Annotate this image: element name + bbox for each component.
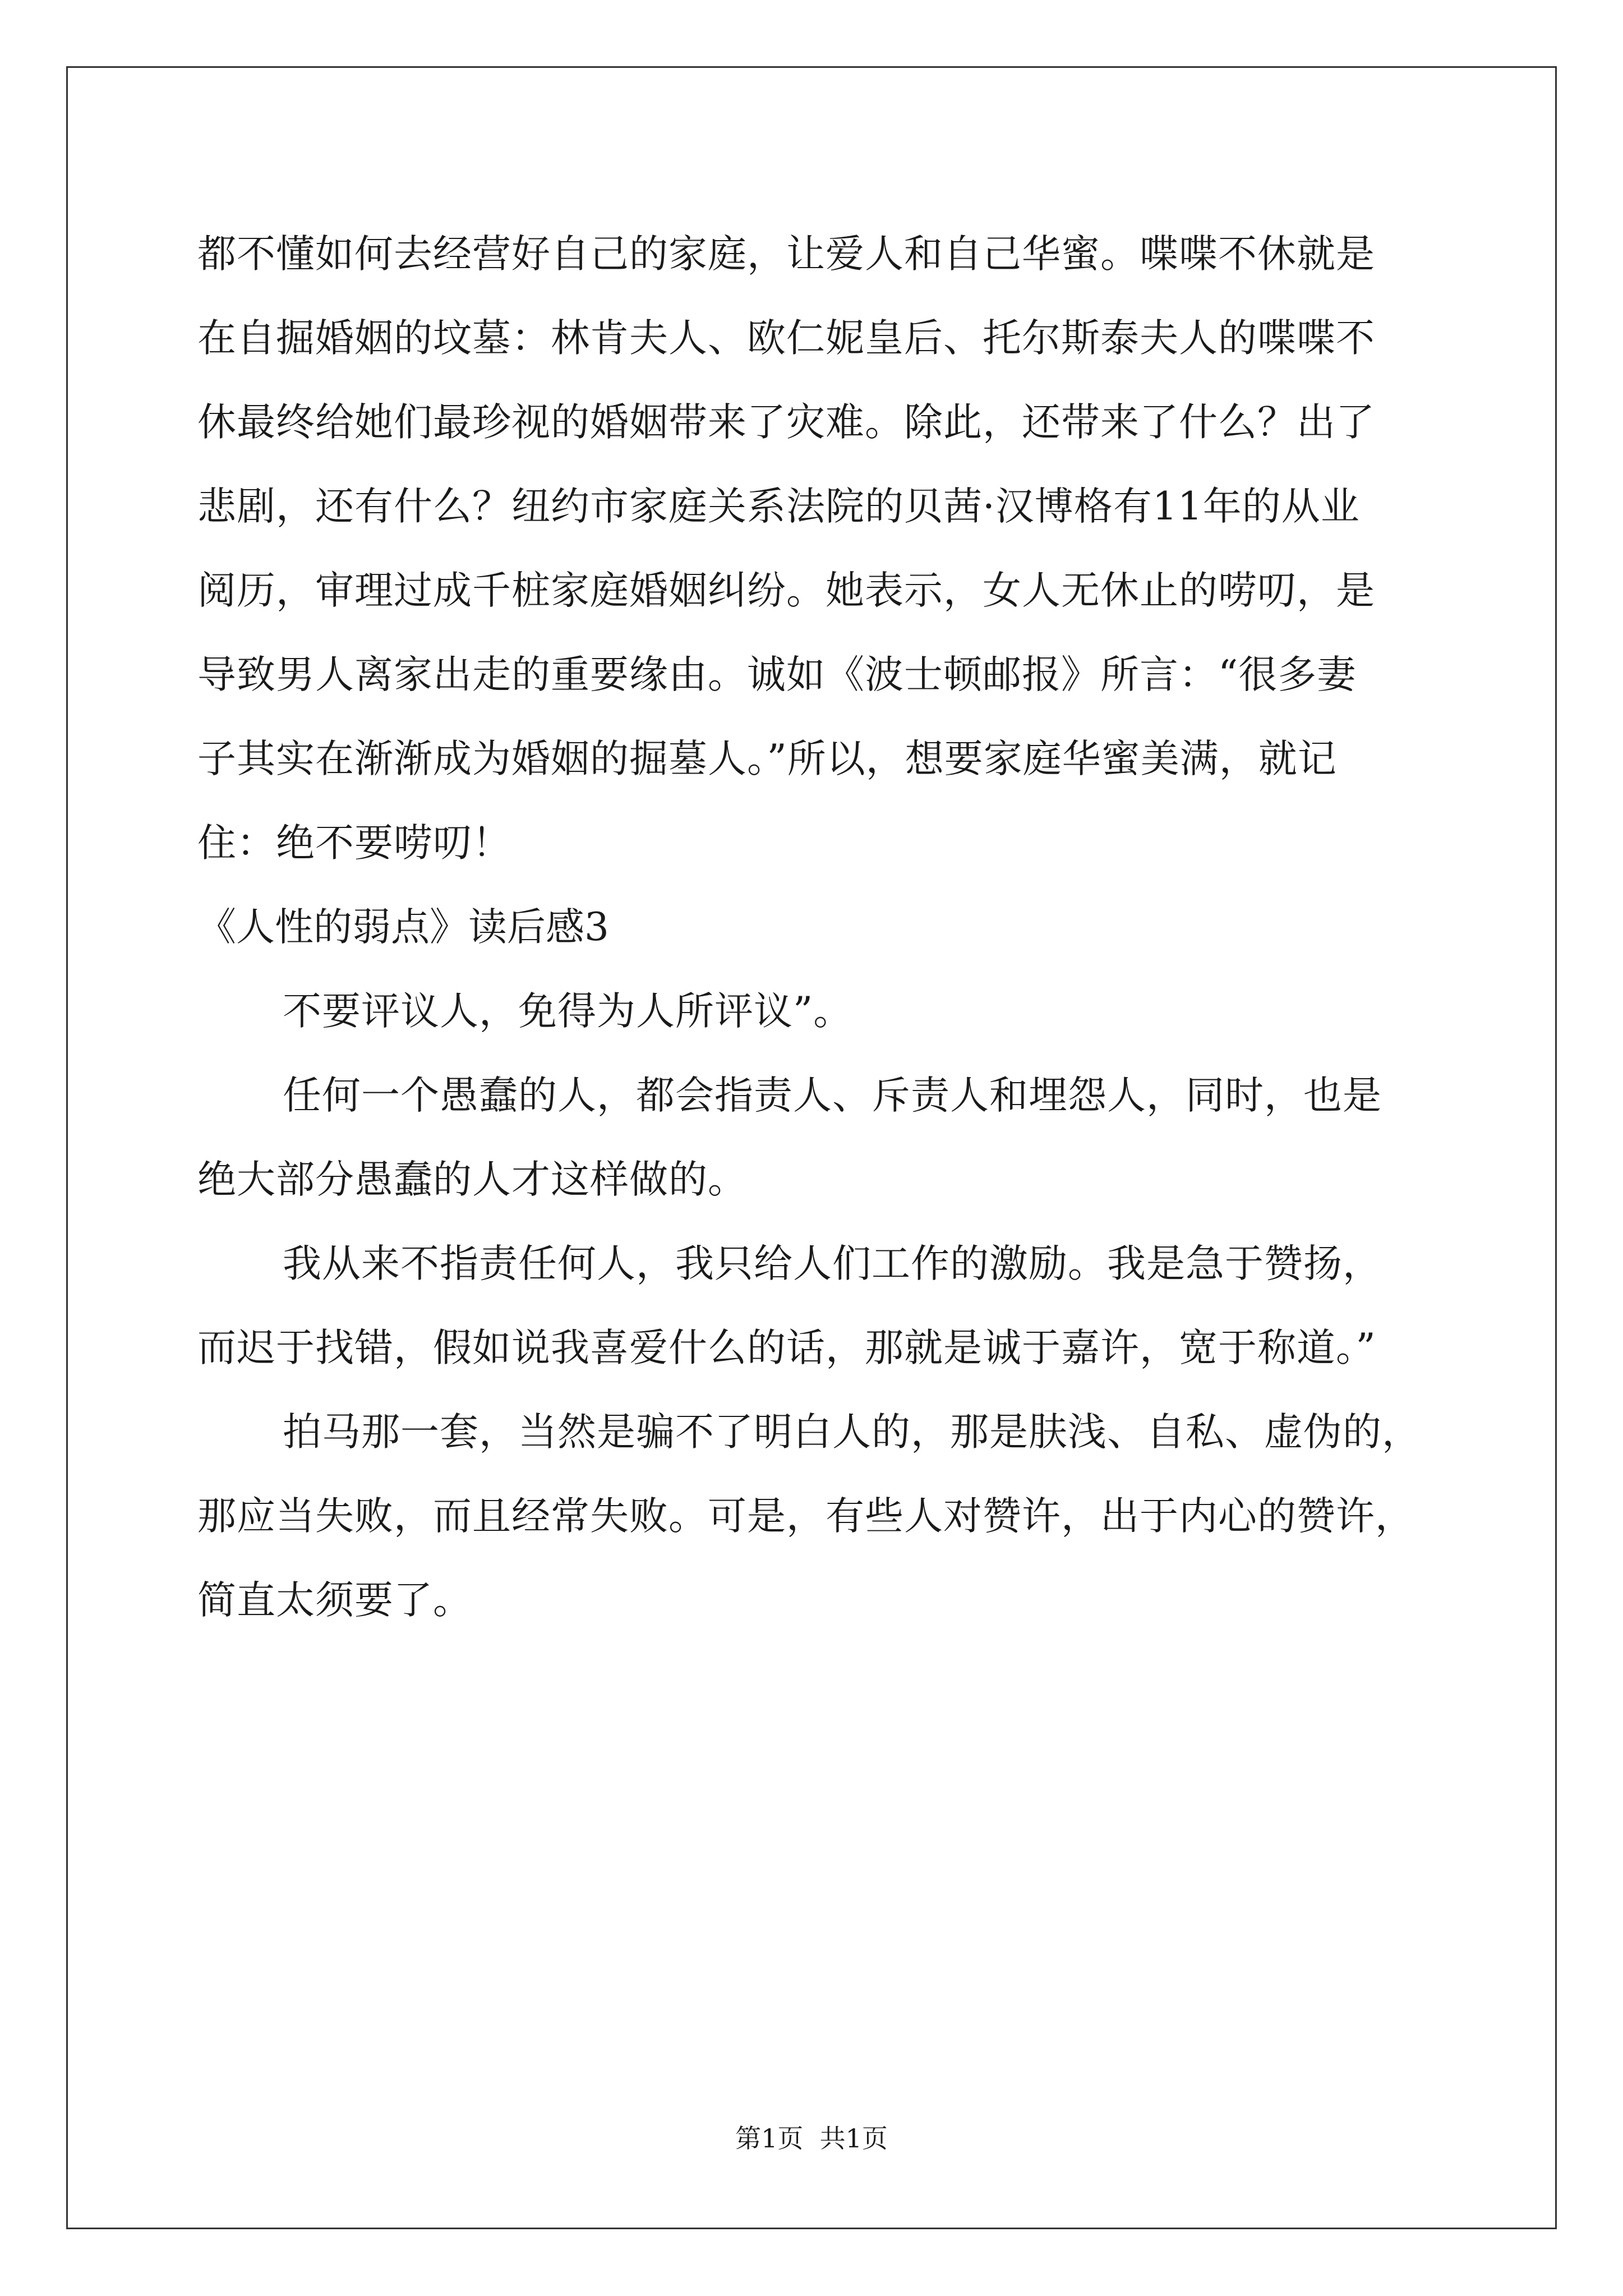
text-line: 都不懂如何去经营好自己的家庭，让爱人和自己华蜜。喋喋不休就是 xyxy=(197,232,1375,277)
text-line: 住：绝不要唠叨！ xyxy=(197,821,511,866)
text-line: 子其实在渐渐成为婚姻的掘墓人。”所以，想要家庭华蜜美满，就记 xyxy=(197,737,1337,781)
paragraph-line: 拍马那一套，当然是骗不了明白人的，那是肤浅、自私、虚伪的， xyxy=(283,1410,1421,1455)
paragraph-line: 我从来不指责任何人，我只给人们工作的激励。我是急于赞扬， xyxy=(283,1241,1382,1286)
paragraph-line: 绝大部分愚蠢的人才这样做的。 xyxy=(197,1157,747,1202)
paragraph-line: 简直太须要了。 xyxy=(197,1578,472,1623)
paragraph-line: 而迟于找错，假如说我喜爱什么的话，那就是诚于嘉许，宽于称道。” xyxy=(197,1326,1376,1370)
text-line: 导致男人离家出走的重要缘由。诚如《波士顿邮报》所言：“很多妻 xyxy=(197,652,1357,697)
paragraph-line: 那应当失败，而且经常失败。可是，有些人对赞许，出于内心的赞许， xyxy=(197,1494,1414,1539)
paragraph-line: 不要评议人，免得为人所评议”。 xyxy=(283,989,853,1034)
text-line: 悲剧，还有什么？纽约市家庭关系法院的贝茜·汉博格有11年的从业 xyxy=(197,484,1360,529)
text-line: 在自掘婚姻的坟墓：林肯夫人、欧仁妮皇后、托尔斯泰夫人的喋喋不 xyxy=(197,316,1375,361)
document-body xyxy=(197,212,1438,1642)
text-line: 休最终给她们最珍视的婚姻带来了灾难。除此，还带来了什么？出了 xyxy=(197,400,1375,445)
page-number: 第1页 共1页 xyxy=(735,2123,888,2154)
paragraph-line: 任何一个愚蠢的人，都会指责人、斥责人和埋怨人，同时，也是 xyxy=(283,1073,1382,1118)
section-heading: 《人性的弱点》读后感3 xyxy=(197,905,609,950)
text-line: 阅历，审理过成千桩家庭婚姻纠纷。她表示，女人无休止的唠叨，是 xyxy=(197,568,1375,613)
